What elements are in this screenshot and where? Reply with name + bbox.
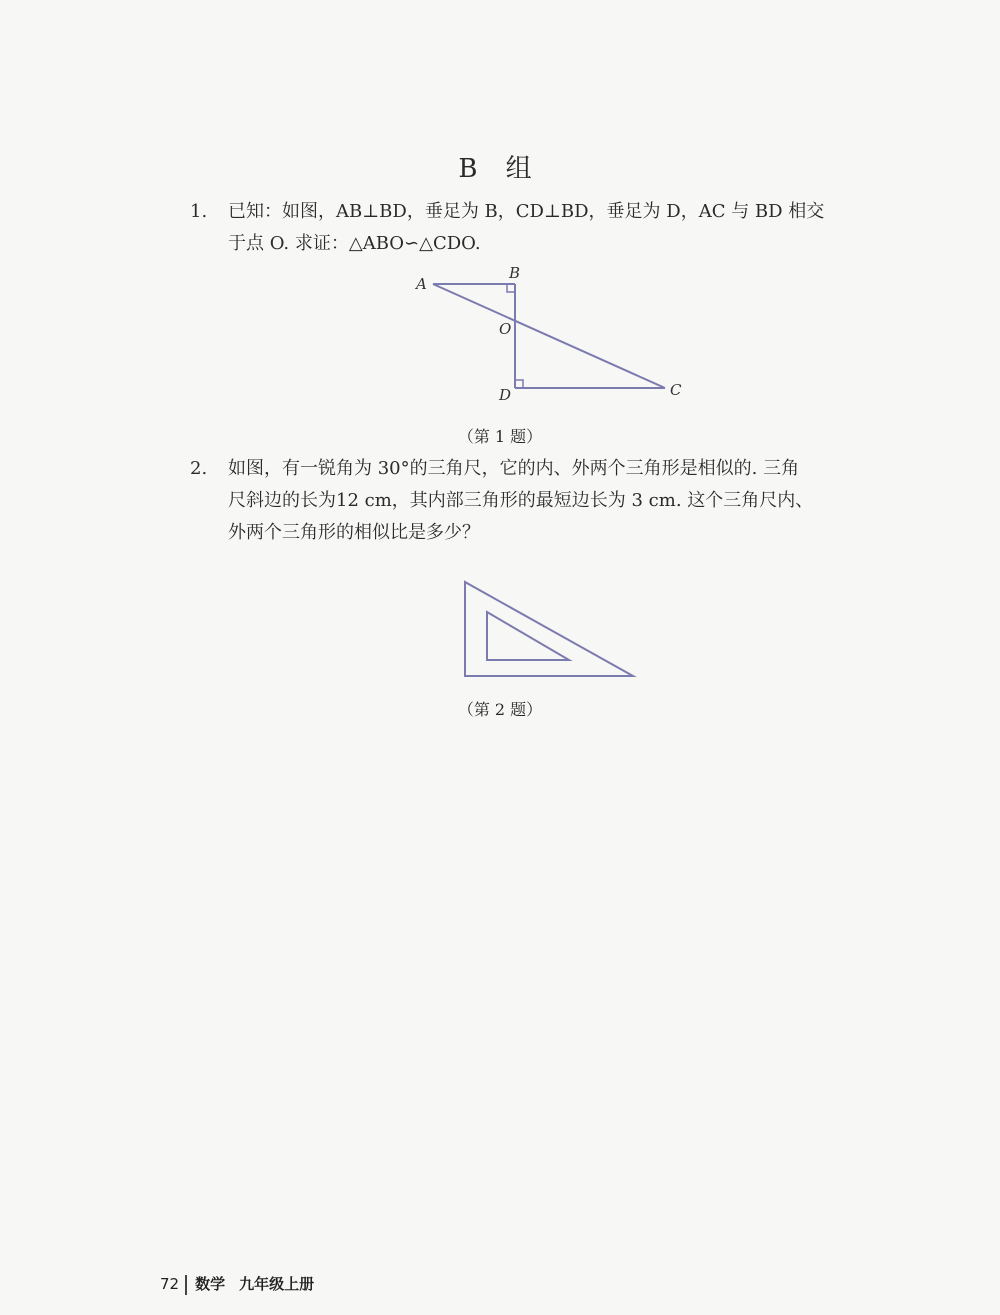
section-title: B 组: [458, 154, 542, 184]
problem-2: [190, 453, 920, 549]
problem-2-line-2: 尺斜边的长为12 cm，其内部三角形的最短边长为 3 cm. 这个三角尺内、: [228, 490, 814, 511]
figure-2-set-square: [455, 572, 645, 684]
problem-1: [190, 196, 920, 260]
outer-triangle: [465, 582, 633, 676]
grade-label: 九年级上册: [239, 1275, 315, 1293]
label-b: B: [509, 264, 521, 282]
segment-ac: [433, 284, 665, 388]
label-d: D: [499, 386, 512, 404]
figure-1-caption: （第 1 题）: [457, 427, 543, 446]
problem-2-line-3: 外两个三角形的相似比是多少？: [228, 522, 480, 543]
right-angle-mark-d: [515, 380, 523, 388]
problem-1-text-1: 已知：如图，AB⊥BD，垂足为 B，CD⊥BD，垂足为 D，AC 与 BD 相交: [228, 201, 825, 222]
problem-2-number: 2.: [190, 458, 208, 479]
page-footer: [160, 1273, 314, 1295]
problem-2-line-1: [190, 453, 920, 485]
label-a: A: [416, 275, 427, 293]
figure-1-diagram: [400, 262, 700, 407]
page-number: 72: [160, 1275, 180, 1293]
inner-triangle: [487, 612, 569, 660]
footer-divider: [185, 1275, 187, 1295]
problem-1-number: 1.: [190, 201, 208, 222]
problem-2-text-1: 如图，有一锐角为 30°的三角尺，它的内、外两个三角形是相似的. 三角: [228, 458, 800, 479]
label-o: O: [499, 320, 512, 338]
right-angle-mark-b: [507, 284, 515, 292]
problem-1-line-1: [190, 196, 920, 228]
label-c: C: [670, 381, 682, 399]
figure-2-caption: （第 2 题）: [457, 700, 543, 719]
problem-1-line-2: 于点 O. 求证：△ABO∽△CDO.: [228, 233, 481, 254]
book-title: 数学: [195, 1275, 226, 1293]
